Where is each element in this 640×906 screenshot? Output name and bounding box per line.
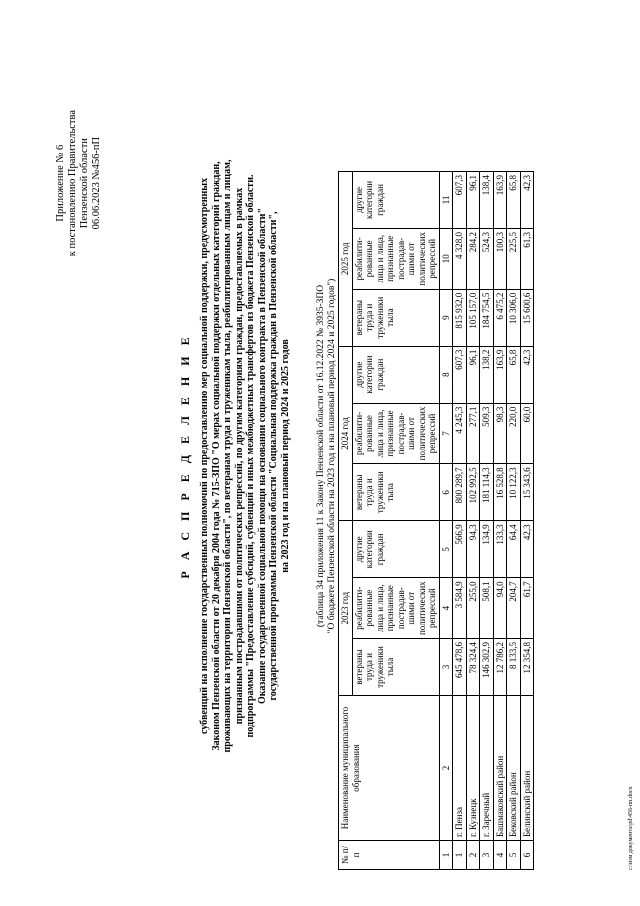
value-cell: 12 786,2 [493,639,507,696]
value-cell: 163,9 [493,171,507,228]
header-other: другие категории граждан [352,521,439,578]
title-line: Законом Пензенской области от 20 декабря 2004 года № 715-ЗПО "О мерах социальной поддержки отдельных категорий граждан, [210,161,222,751]
value-cell: 42,3 [520,521,534,578]
header-num: № п/п [339,841,440,870]
index-cell: 11 [439,171,453,228]
row-num: 4 [493,841,507,870]
value-cell: 524,3 [480,228,494,289]
value-cell: 509,3 [480,403,494,464]
index-cell: 4 [439,578,453,639]
value-cell: 94,0 [493,578,507,639]
header-veterans: ветераны труда и труженики тыла [352,464,439,521]
value-cell: 100,3 [493,228,507,289]
header-name: Наименование муниципального образования [339,696,440,841]
value-cell: 96,1 [466,171,480,228]
appendix-line: Пензенской области [79,138,90,229]
value-cell: 10 122,3 [507,464,521,521]
header-rehabilitated: реабилити-рованные лица и лица, признанные пострадав-шими от политических репрессий [352,228,439,289]
header-rehabilitated: реабилити-рованные лица и лица, признанные пострадав-шими от политических репрессий [352,403,439,464]
value-cell: 4 245,3 [453,403,467,464]
header-other: другие категории граждан [352,346,439,403]
value-cell: 65,8 [507,171,521,228]
header-other: другие категории граждан [352,171,439,228]
value-cell: 138,2 [480,346,494,403]
row-num: 6 [520,841,534,870]
file-path-footer: c:\изм документа\pd\456-пп.docx [628,786,634,870]
title-text [199,126,291,786]
index-cell: 7 [439,403,453,464]
title-line: Оказание государственной социальной помощи на основании социального контракта в Пензенской области" [256,208,268,704]
row-municipality: Бековский район [507,696,521,841]
row-municipality: г. Кузнецк [466,696,480,841]
law-reference-line: "О бюджете Пензенской области на 2023 год и на плановый период 2024 и 2025 годов") [327,278,337,634]
header-rehabilitated: реабилити-рованные лица и лица, признанные пострадав-шими от политических репрессий [352,578,439,639]
index-cell: 2 [439,696,453,841]
value-cell: 4 328,0 [453,228,467,289]
value-cell: 60,0 [520,403,534,464]
value-cell: 181 114,3 [480,464,494,521]
value-cell: 508,1 [480,578,494,639]
title-line: проживающих на территории Пензенской области", по ветеранам труда и труженикам тыла, реабилитированным лицам и лицам, [222,159,233,753]
value-cell: 61,3 [520,228,534,289]
value-cell: 65,8 [507,346,521,403]
value-cell: 645 478,6 [453,639,467,696]
table-row [480,171,494,869]
title-heading: Р А С П Р Е Д Е Л Е Н И Е [178,333,192,579]
row-municipality: Башмаковский район [493,696,507,841]
index-cell: 3 [439,639,453,696]
value-cell: 184 754,5 [480,289,494,346]
header-year: 2025 год [339,171,353,346]
value-cell: 134,9 [480,521,494,578]
value-cell: 284,2 [466,228,480,289]
index-cell: 10 [439,228,453,289]
row-num: 2 [466,841,480,870]
table-row [453,171,467,869]
title-line: на 2023 год и на плановый период 2024 и 2025 годов [279,339,291,573]
value-cell: 105 157,0 [466,289,480,346]
appendix-line: 06.06.2023 №456-пП [91,136,102,230]
index-cell: 1 [439,841,453,870]
appendix-line: к постановлению Правительства [67,110,78,257]
appendix-block [55,110,103,256]
document-title [178,126,291,786]
row-num: 5 [507,841,521,870]
value-cell: 42,3 [520,171,534,228]
value-cell: 6 475,2 [493,289,507,346]
distribution-table [338,171,534,870]
value-cell: 98,3 [493,403,507,464]
title-line: государственной программы Пензенской области "Социальная поддержка граждан в Пензенской области", [268,211,279,701]
law-reference [316,126,338,786]
title-line: подпрограммы "Предоставление субсидий, субвенций и иных межбюджетных трансфертов из бюджета Пензенской области. [245,174,256,738]
row-municipality: Белинский район [520,696,534,841]
row-municipality: г. Пенза [453,696,467,841]
value-cell: 204,7 [507,578,521,639]
index-cell: 9 [439,289,453,346]
value-cell: 225,5 [507,228,521,289]
value-cell: 163,9 [493,346,507,403]
value-cell: 8 133,5 [507,639,521,696]
law-reference-line: (таблица 34 приложения 11 к Закону Пензенской области от 16.12.2022 № 3935-ЗПО [316,284,326,628]
value-cell: 42,3 [520,346,534,403]
table-row [466,171,480,869]
value-cell: 607,3 [453,171,467,228]
value-cell: 3 584,9 [453,578,467,639]
table-header-row [339,171,353,869]
value-cell: 133,3 [493,521,507,578]
title-line: признанным пострадавшими от политических репрессий, по другим категориям граждан, предоставляемых в рамках [233,187,245,725]
value-cell: 220,0 [507,403,521,464]
value-cell: 96,1 [466,346,480,403]
header-veterans: ветераны труда и труженики тыла [352,639,439,696]
value-cell: 566,9 [453,521,467,578]
index-cell: 5 [439,521,453,578]
value-cell: 12 354,8 [520,639,534,696]
header-year: 2024 год [339,346,353,521]
value-cell: 138,4 [480,171,494,228]
value-cell: 146 302,9 [480,639,494,696]
value-cell: 15 343,6 [520,464,534,521]
value-cell: 277,1 [466,403,480,464]
value-cell: 64,4 [507,521,521,578]
title-line: субвенций на исполнение государственных полномочий по предоставлению мер социальной поддержки, предусмотренных [199,177,210,735]
row-num: 1 [453,841,467,870]
table-row [493,171,507,869]
appendix-line: Приложение № 6 [55,144,66,222]
header-veterans: ветераны труда и труженики тыла [352,289,439,346]
table-row [520,171,534,869]
header-year: 2023 год [339,521,353,696]
value-cell: 16 528,8 [493,464,507,521]
value-cell: 94,3 [466,521,480,578]
value-cell: 607,3 [453,346,467,403]
value-cell: 10 306,0 [507,289,521,346]
index-cell: 8 [439,346,453,403]
index-cell: 6 [439,464,453,521]
table-row [507,171,521,869]
value-cell: 800 289,7 [453,464,467,521]
value-cell: 61,7 [520,578,534,639]
column-index-row [439,171,453,869]
value-cell: 102 992,5 [466,464,480,521]
row-num: 3 [480,841,494,870]
value-cell: 255,0 [466,578,480,639]
value-cell: 815 932,0 [453,289,467,346]
value-cell: 78 324,4 [466,639,480,696]
value-cell: 15 600,6 [520,289,534,346]
row-municipality: г. Заречный [480,696,494,841]
